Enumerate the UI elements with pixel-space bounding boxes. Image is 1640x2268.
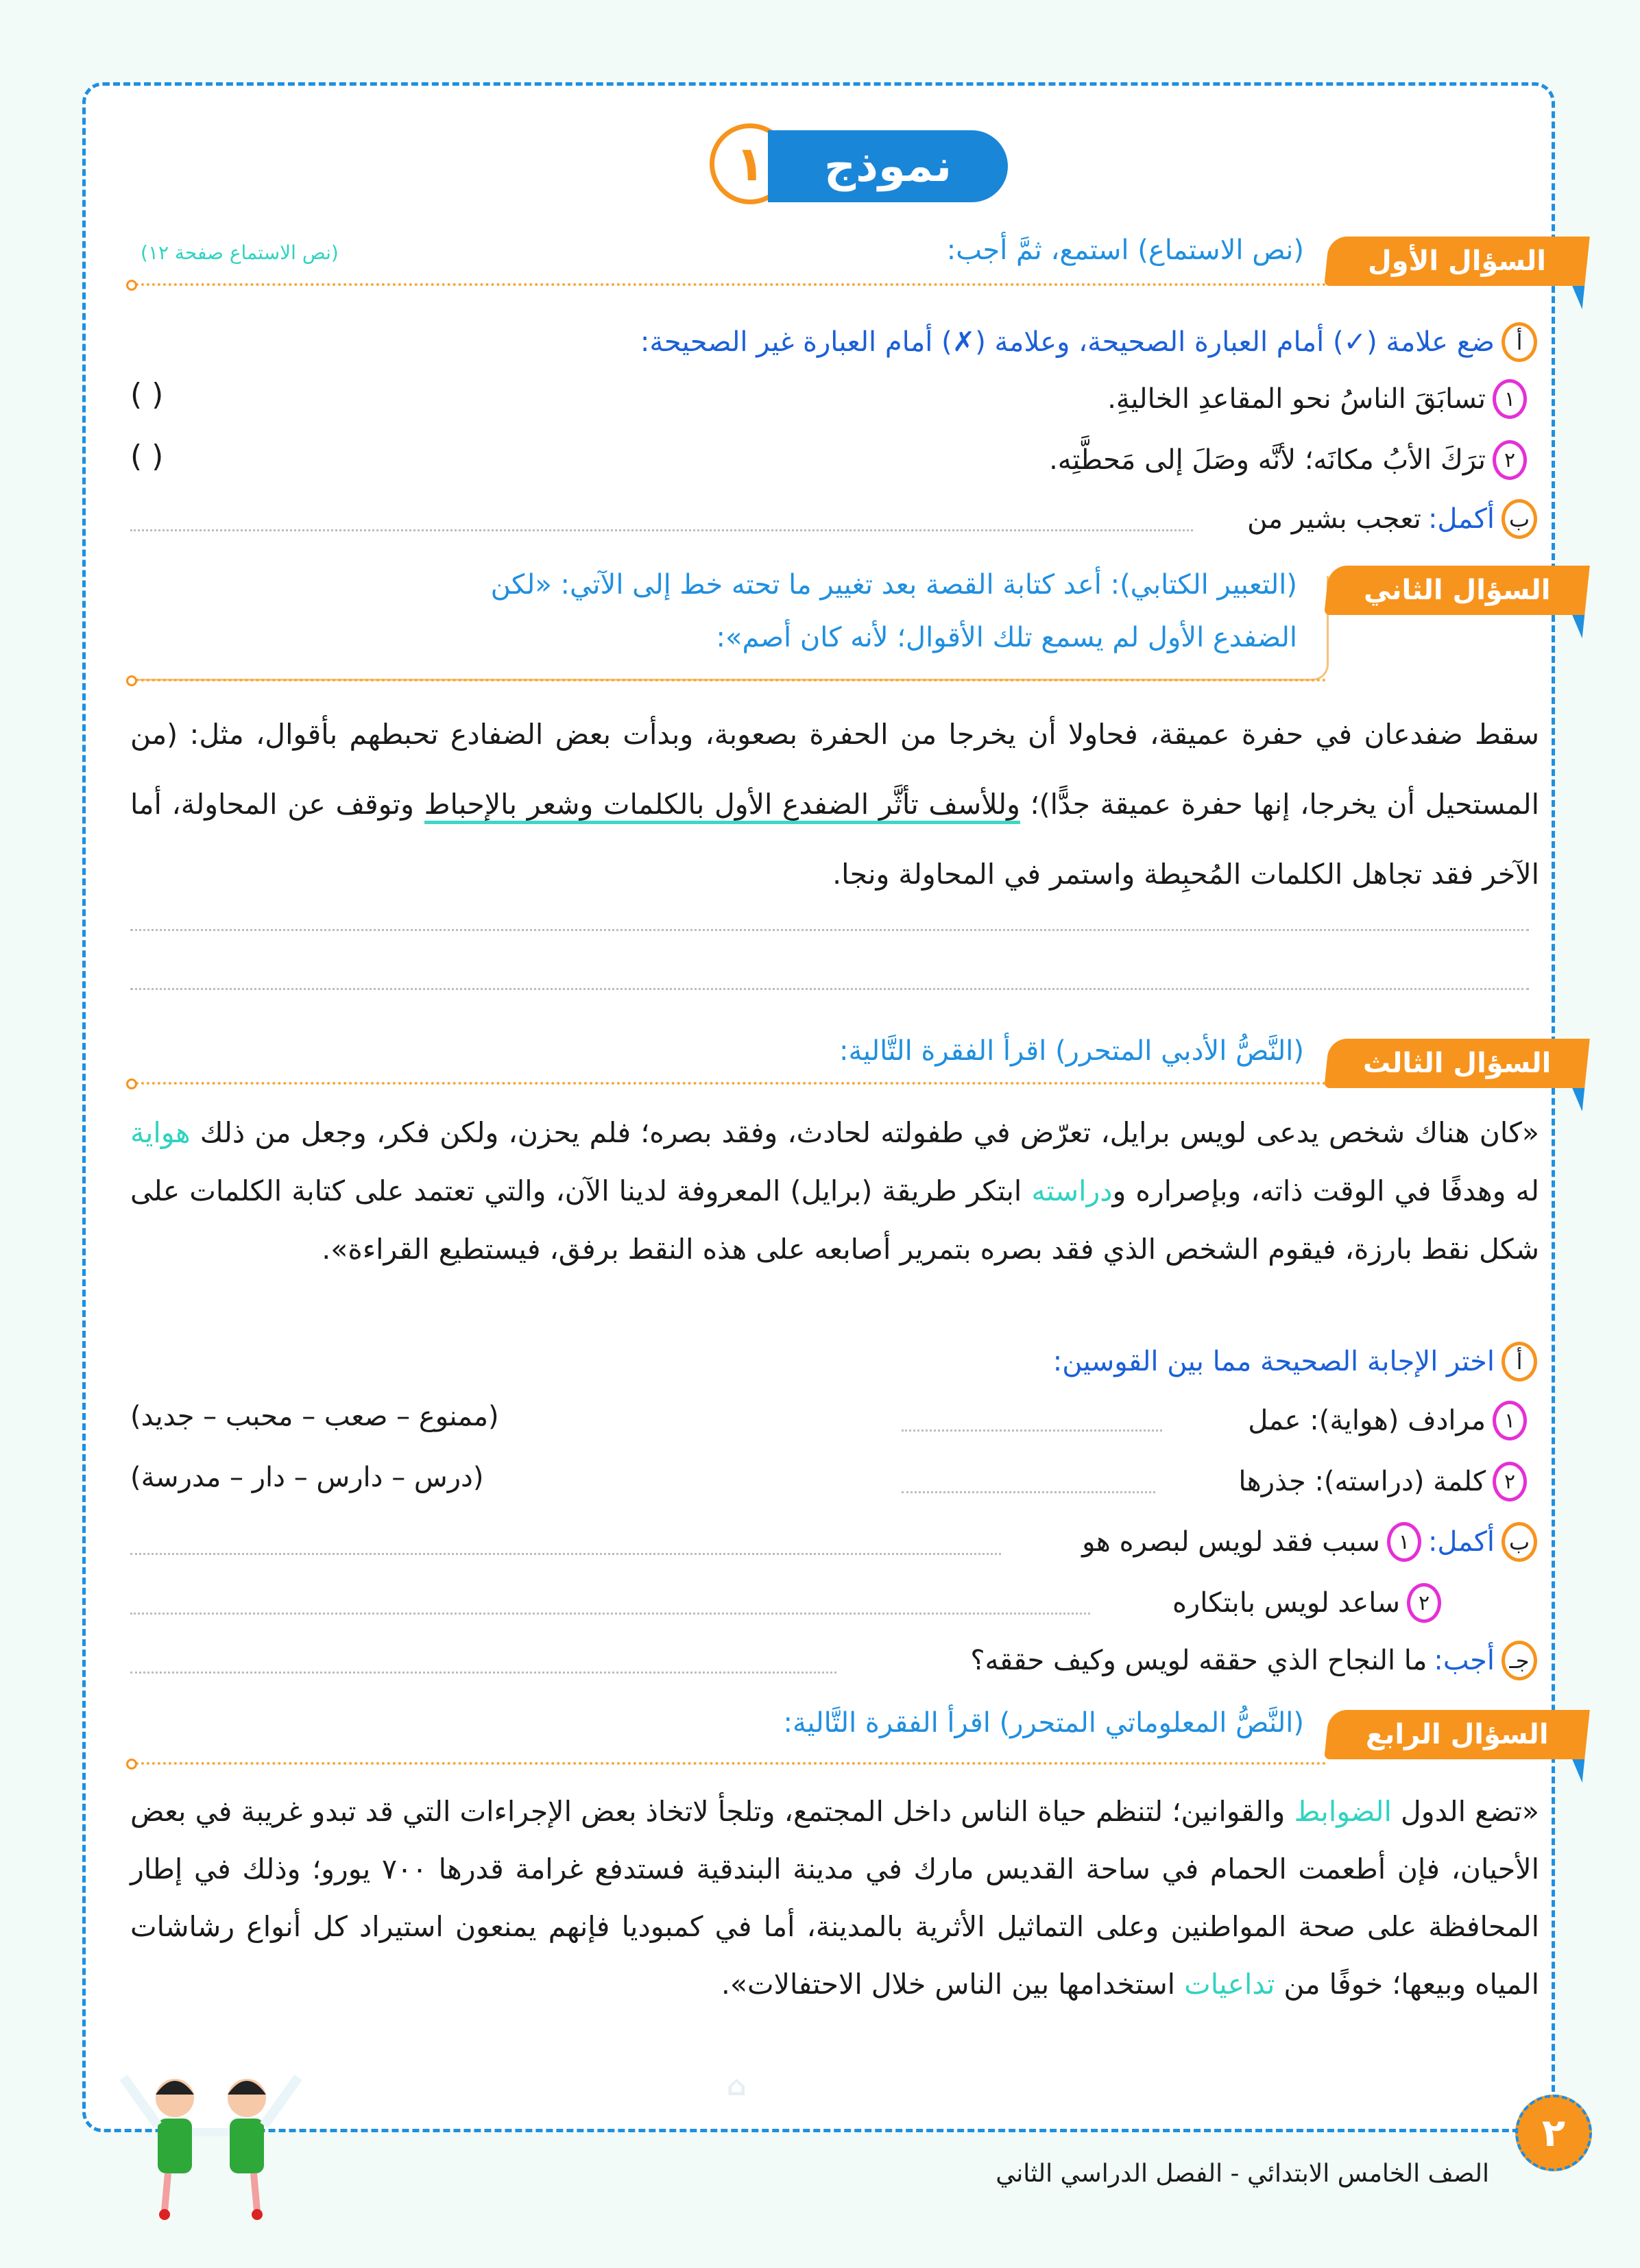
kids-illustration: [117, 2064, 309, 2221]
number-badge: ١: [1493, 1401, 1527, 1440]
q1-item: [1107, 379, 1527, 419]
passage-text: «كان هناك شخص يدعى لويس برايل، تعرّض في طفولته لحادث، وفقد بصره؛ فلم يحزن، ولكن فكر، وجعل من ذلك: [190, 1116, 1539, 1149]
number-badge: ١: [1387, 1522, 1421, 1562]
q2-tag: السؤال الثاني: [1324, 566, 1590, 615]
answer-line[interactable]: [130, 1613, 1090, 1615]
answer-line[interactable]: [902, 1491, 1155, 1493]
passage-text: «تضع الدول: [1391, 1795, 1540, 1828]
passage-text: استخدامها بين الناس خلال الاحتفالات».: [721, 1968, 1185, 2001]
answer-line[interactable]: [902, 1429, 1162, 1432]
model-title: نموذج: [768, 130, 1008, 202]
q1-reference: (نص الاستماع صفحة ١٢): [141, 241, 339, 264]
complete-label: أكمل:: [1427, 503, 1495, 535]
answer-line[interactable]: [130, 1672, 836, 1674]
answer-line[interactable]: [130, 1553, 1001, 1555]
statement: تسابَقَ الناسُ نحو المقاعدِ الخاليةِ.: [1107, 383, 1486, 415]
letter-badge: ب: [1502, 499, 1537, 539]
divider: [130, 1082, 1327, 1085]
number-badge: ١: [1493, 379, 1527, 419]
q3-part-c: [970, 1641, 1537, 1680]
keyword: دراسته: [1031, 1174, 1113, 1207]
q1-part-b: [1247, 499, 1537, 539]
footer-grade: الصف الخامس الابتدائي - الفصل الدراسي الثاني: [996, 2160, 1489, 2188]
story-text: سقط ضفدعان في حفرة عميقة، فحاولا أن يخرجا من الحفرة بصعوبة، وبدأت بعض الضفادع تحبطهم بأقوال، مثل: (من المستحيل أن يخرجا، إنها حفرة عميقة جدًّا)؛: [130, 718, 1539, 821]
divider: [130, 283, 1327, 286]
options: (درس – دارس – دار – مدرسة): [130, 1462, 484, 1493]
keyword: تداعيات: [1184, 1968, 1275, 2001]
q2-instruction-line1: (التعبير الكتابي): أعد كتابة القصة بعد تغيير ما تحته خط إلى الآتي: «لكن: [490, 569, 1297, 601]
passage-text: ابتكر طريقة (برايل) المعروفة لدينا الآن، والتي تعتمد على كتابة الكلمات على شكل نقط بارزة، فيقوم الشخص الذي فقد بصره بتمرير أصابعه على هذه النقط برفق، فيستطيع القراءة».: [130, 1174, 1539, 1266]
q3-part-a: [1053, 1342, 1537, 1382]
divider: [130, 679, 1327, 681]
question-text: ما النجاح الذي حققه لويس وكيف حققه؟: [970, 1645, 1427, 1676]
question-text: ساعد لويس بابتكاره: [1172, 1587, 1400, 1619]
keyword: هواية: [130, 1116, 191, 1149]
letter-badge: أ: [1502, 1342, 1537, 1382]
complete-label: أكمل:: [1427, 1526, 1495, 1558]
q4-passage: [130, 1783, 1539, 2013]
answer-line[interactable]: [130, 529, 1193, 531]
q2-instruction-line2: الضفدع الأول لم يسمع تلك الأقوال؛ لأنه كان أصم»:: [716, 622, 1297, 653]
answer-box[interactable]: ( ): [130, 439, 164, 474]
q4-instruction: (النَّصُّ المعلوماتي المتحرر) اقرأ الفقرة التَّالية:: [783, 1707, 1304, 1739]
underlined-text: وللأسف تأثَّر الضفدع الأول بالكلمات وشعر بالإحباط: [424, 788, 1020, 824]
number-badge: ٢: [1493, 1462, 1527, 1501]
q1-item: [1049, 440, 1527, 480]
q1-instruction: (نص الاستماع) استمع، ثمَّ أجب:: [946, 234, 1304, 266]
answer-box[interactable]: ( ): [130, 377, 164, 412]
answer-label: أجب:: [1434, 1645, 1495, 1676]
q2-story: [130, 699, 1539, 909]
letter-badge: أ: [1502, 322, 1537, 362]
q3-passage: [130, 1104, 1539, 1279]
q1-b-text: تعجب بشير من: [1247, 503, 1421, 535]
q1-a-text: ضع علامة (✓) أمام العبارة الصحيحة، وعلامة (✗) أمام العبارة غير الصحيحة:: [640, 326, 1495, 358]
q3-choice-item: [1238, 1462, 1527, 1501]
watermark-logo: ⌂: [727, 2071, 747, 2102]
letter-badge: ب: [1502, 1522, 1537, 1562]
number-badge: ٢: [1493, 440, 1527, 480]
q1-tag: السؤال الأول: [1324, 237, 1590, 286]
question-text: مرادف (هواية): عمل: [1248, 1405, 1486, 1436]
statement: ترَكَ الأبُ مكانَه؛ لأنَّه وصَلَ إلى مَحطَّتِه.: [1049, 444, 1486, 476]
story-text: وتوقف عن المحاولة، أما الآخر فقد تجاهل الكلمات المُحبِطة واستمر في المحاولة ونجا.: [130, 788, 1539, 891]
q4-tag: السؤال الرابع: [1324, 1710, 1590, 1759]
q3-tag: السؤال الثالث: [1324, 1039, 1590, 1088]
page-number: ٢: [1515, 2095, 1592, 2171]
q3-part-b: [1082, 1522, 1537, 1562]
options: (ممنوع – صعب – محبب – جديد): [130, 1401, 499, 1432]
passage-text: له وهدفًا في الوقت ذاته، وبإصراره و: [1112, 1174, 1539, 1207]
answer-line[interactable]: [130, 988, 1529, 990]
q3-choice-item: [1248, 1401, 1527, 1440]
question-text: كلمة (دراسته): جذرها: [1238, 1466, 1486, 1497]
number-badge: ٢: [1407, 1583, 1441, 1623]
q1-part-a: [640, 322, 1537, 362]
model-number: ١: [710, 123, 791, 204]
q3-a-text: اختر الإجابة الصحيحة مما بين القوسين:: [1052, 1346, 1495, 1377]
q3-b-item: [1172, 1583, 1441, 1623]
passage-text: والقوانين؛ لتنظم حياة الناس داخل المجتمع، وتلجأ لاتخاذ بعض الإجراءات التي قد تبدو غريبة في بعض الأحيان، فإن أطعمت الحمام في ساحة القديس مارك في مدينة البندقية فستدفع غرامة قدرها ٧٠٠ يورو؛ وذلك في إطار المحافظة على صحة المواطنين وعلى التماثيل الأثرية بالمدينة، أما في كمبوديا فإنهم يمنعون استيراد كل أنواع رشاشات المياه وبيعها؛ خوفًا من: [130, 1795, 1539, 2001]
keyword: الضوابط: [1294, 1795, 1392, 1828]
question-text: سبب فقد لويس لبصره هو: [1082, 1526, 1380, 1558]
letter-badge: جـ: [1502, 1641, 1537, 1680]
divider: [130, 1762, 1327, 1765]
answer-line[interactable]: [130, 929, 1529, 931]
q3-instruction: (النَّصُّ الأدبي المتحرر) اقرأ الفقرة التَّالية:: [839, 1035, 1304, 1067]
